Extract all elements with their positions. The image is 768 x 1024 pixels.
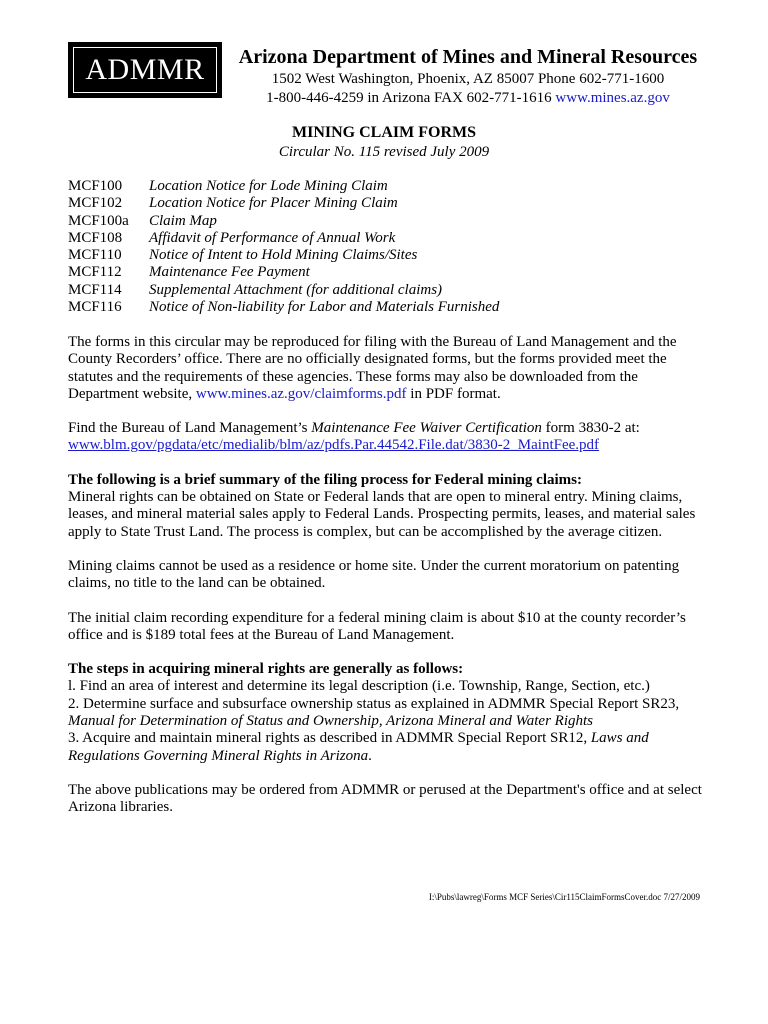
intro-suffix: in PDF format. bbox=[406, 385, 501, 402]
form-code: MCF100a bbox=[68, 212, 129, 229]
list-item bbox=[68, 247, 708, 264]
waiver-paragraph bbox=[68, 420, 708, 455]
steps-paragraph bbox=[68, 661, 708, 765]
phone-fax-text: 1-800-446-4259 in Arizona FAX 602-771-1616 bbox=[266, 90, 556, 106]
title-block bbox=[0, 123, 768, 162]
address-line: 1502 West Washington, Phoenix, AZ 85007 Phone 602-771-1600 bbox=[271, 71, 665, 87]
list-item bbox=[68, 282, 708, 299]
phone-fax-line bbox=[238, 89, 698, 108]
form-description: Maintenance Fee Payment bbox=[149, 264, 310, 281]
form-description: Affidavit of Performance of Annual Work bbox=[149, 229, 396, 246]
step-3-publication: Laws and Regulations Governing Mineral Rights in Arizona bbox=[68, 730, 649, 764]
step-3: 3. Acquire and maintain mineral rights as described in ADMMR Special Report SR12, bbox=[68, 730, 591, 747]
document-title: MINING CLAIM FORMS bbox=[292, 124, 476, 141]
claimforms-link[interactable]: www.mines.az.gov/claimforms.pdf bbox=[195, 385, 407, 402]
expenditure-paragraph: The initial claim recording expenditure for a federal mining claim is about $10 at the county recorder’s office and is $189 total fees at the Bureau of Land Management. bbox=[68, 609, 686, 643]
summary-heading: The following is a brief summary of the filing process for Federal mining claims: bbox=[68, 471, 582, 488]
document-body bbox=[68, 334, 708, 817]
list-item bbox=[68, 213, 708, 230]
step-2-publication: Manual for Determination of Status and Ownership, Arizona Mineral and Water Rights bbox=[68, 713, 594, 730]
waiver-form-name: Maintenance Fee Waiver Certification bbox=[311, 420, 542, 437]
organization-name: Arizona Department of Mines and Mineral Resources bbox=[238, 46, 698, 68]
list-item bbox=[68, 178, 708, 195]
step-3-suffix: . bbox=[368, 747, 372, 764]
form-description: Notice of Intent to Hold Mining Claims/Sites bbox=[149, 247, 418, 264]
intro-text: The forms in this circular may be reproduced for filing with the Bureau of Land Management and the County Recorders’ office. There are no officially designated forms, but the forms provided meet the statutes and the requirements of these agencies. These forms may also be downloaded from the Department website, bbox=[68, 334, 677, 402]
step-1: l. Find an area of interest and determine its legal description (i.e. Township, Range, Section, etc.) bbox=[68, 678, 650, 695]
form-code: MCF110 bbox=[68, 247, 122, 264]
forms-list bbox=[68, 178, 708, 316]
form-description: Location Notice for Lode Mining Claim bbox=[149, 178, 388, 194]
residence-paragraph: Mining claims cannot be used as a residence or home site. Under the current moratorium on patenting claims, no title to the land can be obtained. bbox=[68, 557, 680, 592]
intro-paragraph bbox=[68, 334, 708, 403]
closing-paragraph: The above publications may be ordered from ADMMR or perused at the Department's office and at select Arizona libraries. bbox=[68, 781, 702, 816]
form-description: Claim Map bbox=[149, 212, 217, 229]
steps-heading: The steps in acquiring mineral rights are generally as follows: bbox=[68, 661, 464, 678]
admmr-logo bbox=[68, 42, 222, 98]
form-code: MCF112 bbox=[68, 264, 122, 281]
form-description: Supplemental Attachment (for additional claims) bbox=[149, 281, 443, 298]
summary-paragraph bbox=[68, 472, 708, 541]
form-code: MCF116 bbox=[68, 299, 122, 316]
form-code: MCF108 bbox=[68, 229, 123, 246]
form-description: Notice of Non-liability for Labor and Materials Furnished bbox=[149, 299, 500, 316]
summary-text: Mineral rights can be obtained on State or Federal lands that are open to mineral entry. Mining claims, leases, and mineral material sales apply to Federal Lands. Prospecting permits, leases, and material sales apply to State Trust Land. The process is complex, but can be accomplished by the average citizen. bbox=[68, 489, 696, 540]
form-code: MCF102 bbox=[68, 195, 123, 212]
letterhead bbox=[238, 44, 698, 108]
website-link[interactable]: www.mines.az.gov bbox=[555, 90, 670, 106]
form-code: MCF114 bbox=[68, 281, 122, 298]
waiver-prefix: Find the Bureau of Land Management’s bbox=[68, 420, 312, 437]
blm-waiver-link[interactable]: www.blm.gov/pgdata/etc/medialib/blm/az/pdfs.Par.44542.File.dat/3830-2_MaintFee.pdf bbox=[68, 437, 600, 454]
file-path-footer: I:\Pubs\lawreg\Forms MCF Series\Cir115ClaimFormsCover.doc 7/27/2009 bbox=[428, 892, 700, 902]
document-subtitle: Circular No. 115 revised July 2009 bbox=[278, 144, 490, 160]
form-description: Location Notice for Placer Mining Claim bbox=[149, 195, 398, 212]
form-code: MCF100 bbox=[68, 178, 123, 194]
list-item bbox=[68, 299, 708, 316]
list-item bbox=[68, 195, 708, 212]
step-2: 2. Determine surface and subsurface ownership status as explained in ADMMR Special Report SR23, bbox=[68, 695, 680, 712]
list-item bbox=[68, 264, 708, 281]
list-item bbox=[68, 230, 708, 247]
waiver-suffix: form 3830-2 at: bbox=[541, 420, 640, 437]
logo-text: ADMMR bbox=[73, 47, 217, 93]
